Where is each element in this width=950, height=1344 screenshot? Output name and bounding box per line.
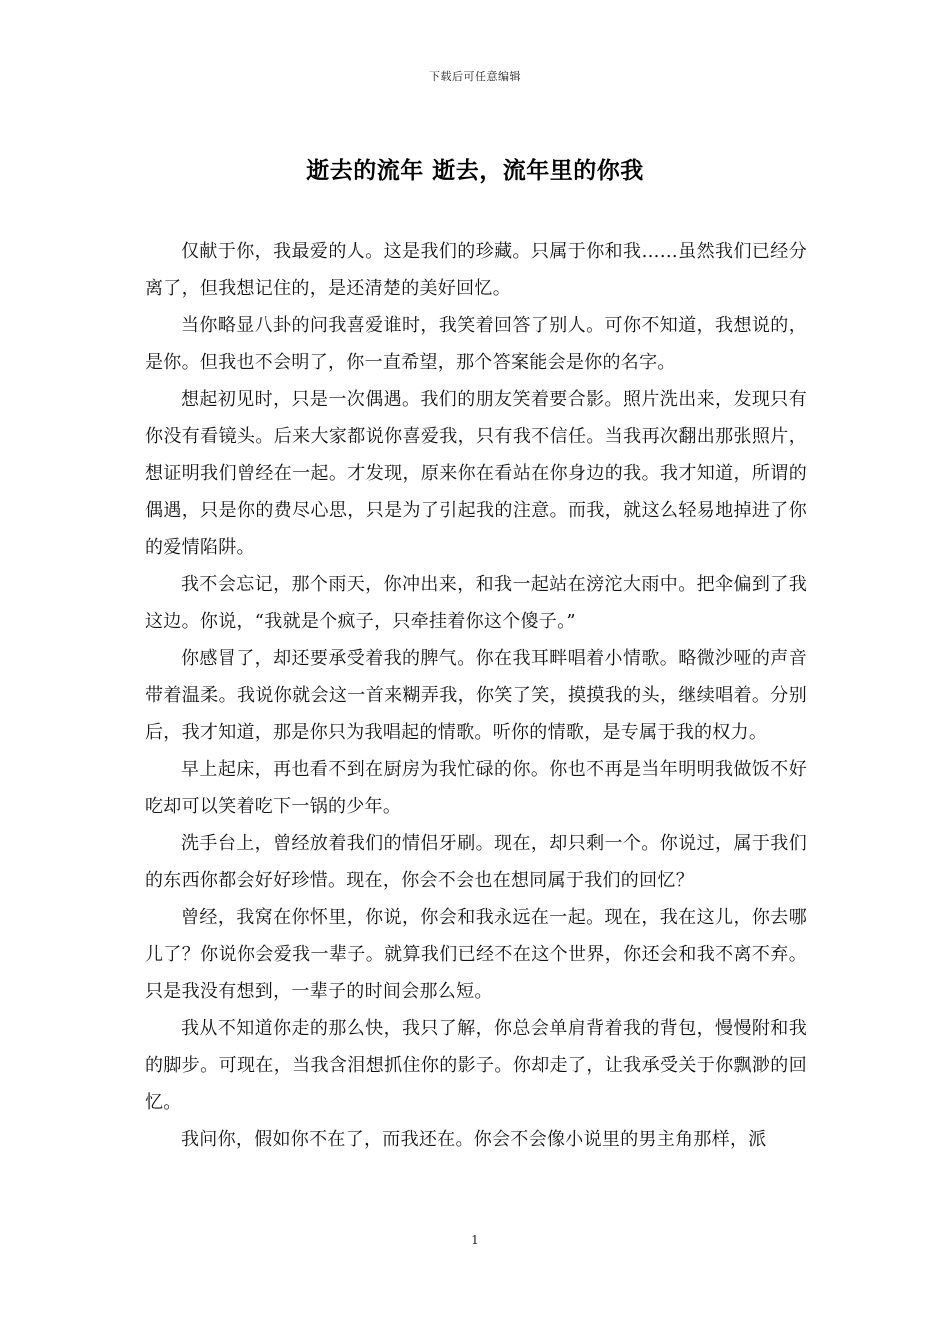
paragraph: 早上起床，再也看不到在厨房为我忙碌的你。你也不再是当年明明我做饭不好吃却可以笑着吃下一锅的少年。 bbox=[145, 759, 807, 817]
paragraph: 我不会忘记，那个雨天，你冲出来，和我一起站在滂沱大雨中。把伞偏到了我这边。你说，“我就是个疯子，只牵挂着你这个傻子。” bbox=[145, 574, 807, 632]
paragraph: 洗手台上，曾经放着我们的情侣牙刷。现在，却只剩一个。你说过，属于我们的东西你都会好好珍惜。现在，你会不会也在想同属于我们的回忆？ bbox=[145, 833, 807, 891]
paragraph: 仅献于你，我最爱的人。这是我们的珍藏。只属于你和我……虽然我们已经分离了，但我想记住的，是还清楚的美好回忆。 bbox=[145, 241, 807, 299]
paragraph: 你感冒了，却还要承受着我的脾气。你在我耳畔唱着小情歌。略微沙哑的声音带着温柔。我说你就会这一首来糊弄我，你笑了笑，摸摸我的头，继续唱着。分别后，我才知道，那是你只为我唱起的情歌。听你的情歌，是专属于我的权力。 bbox=[145, 648, 807, 743]
paragraph: 想起初见时，只是一次偶遇。我们的朋友笑着要合影。照片洗出来，发现只有你没有看镜头。后来大家都说你喜爱我，只有我不信任。当我再次翻出那张照片，想证明我们曾经在一起。才发现，原来你在看站在你身边的我。我才知道，所谓的偶遇，只是你的费尽心思，只是为了引起我的注意。而我，就这么轻易地掉进了你的爱情陷阱。 bbox=[145, 389, 807, 558]
header-note: 下载后可任意编辑 bbox=[429, 70, 521, 83]
paragraph: 我从不知道你走的那么快，我只了解，你总会单肩背着我的背包，慢慢附和我的脚步。可现在，当我含泪想抓住你的影子。你却走了，让我承受关于你飘渺的回忆。 bbox=[145, 1018, 807, 1113]
paragraph: 曾经，我窝在你怀里，你说，你会和我永远在一起。现在，我在这儿，你去哪儿了？你说你会爱我一辈子。就算我们已经不在这个世界，你还会和我不离不弃。只是我没有想到，一辈子的时间会那么短。 bbox=[145, 907, 807, 1002]
document-body bbox=[145, 233, 807, 1158]
document-title: 逝去的流年 逝去，流年里的你我 bbox=[306, 157, 644, 184]
page-number: 1 bbox=[471, 1233, 479, 1247]
paragraph: 我问你，假如你不在了，而我还在。你会不会像小说里的男主角那样，派 bbox=[181, 1129, 767, 1150]
paragraph: 当你略显八卦的问我喜爱谁时，我笑着回答了别人。可你不知道，我想说的，是你。但我也不会明了，你一直希望，那个答案能会是你的名字。 bbox=[145, 315, 807, 373]
